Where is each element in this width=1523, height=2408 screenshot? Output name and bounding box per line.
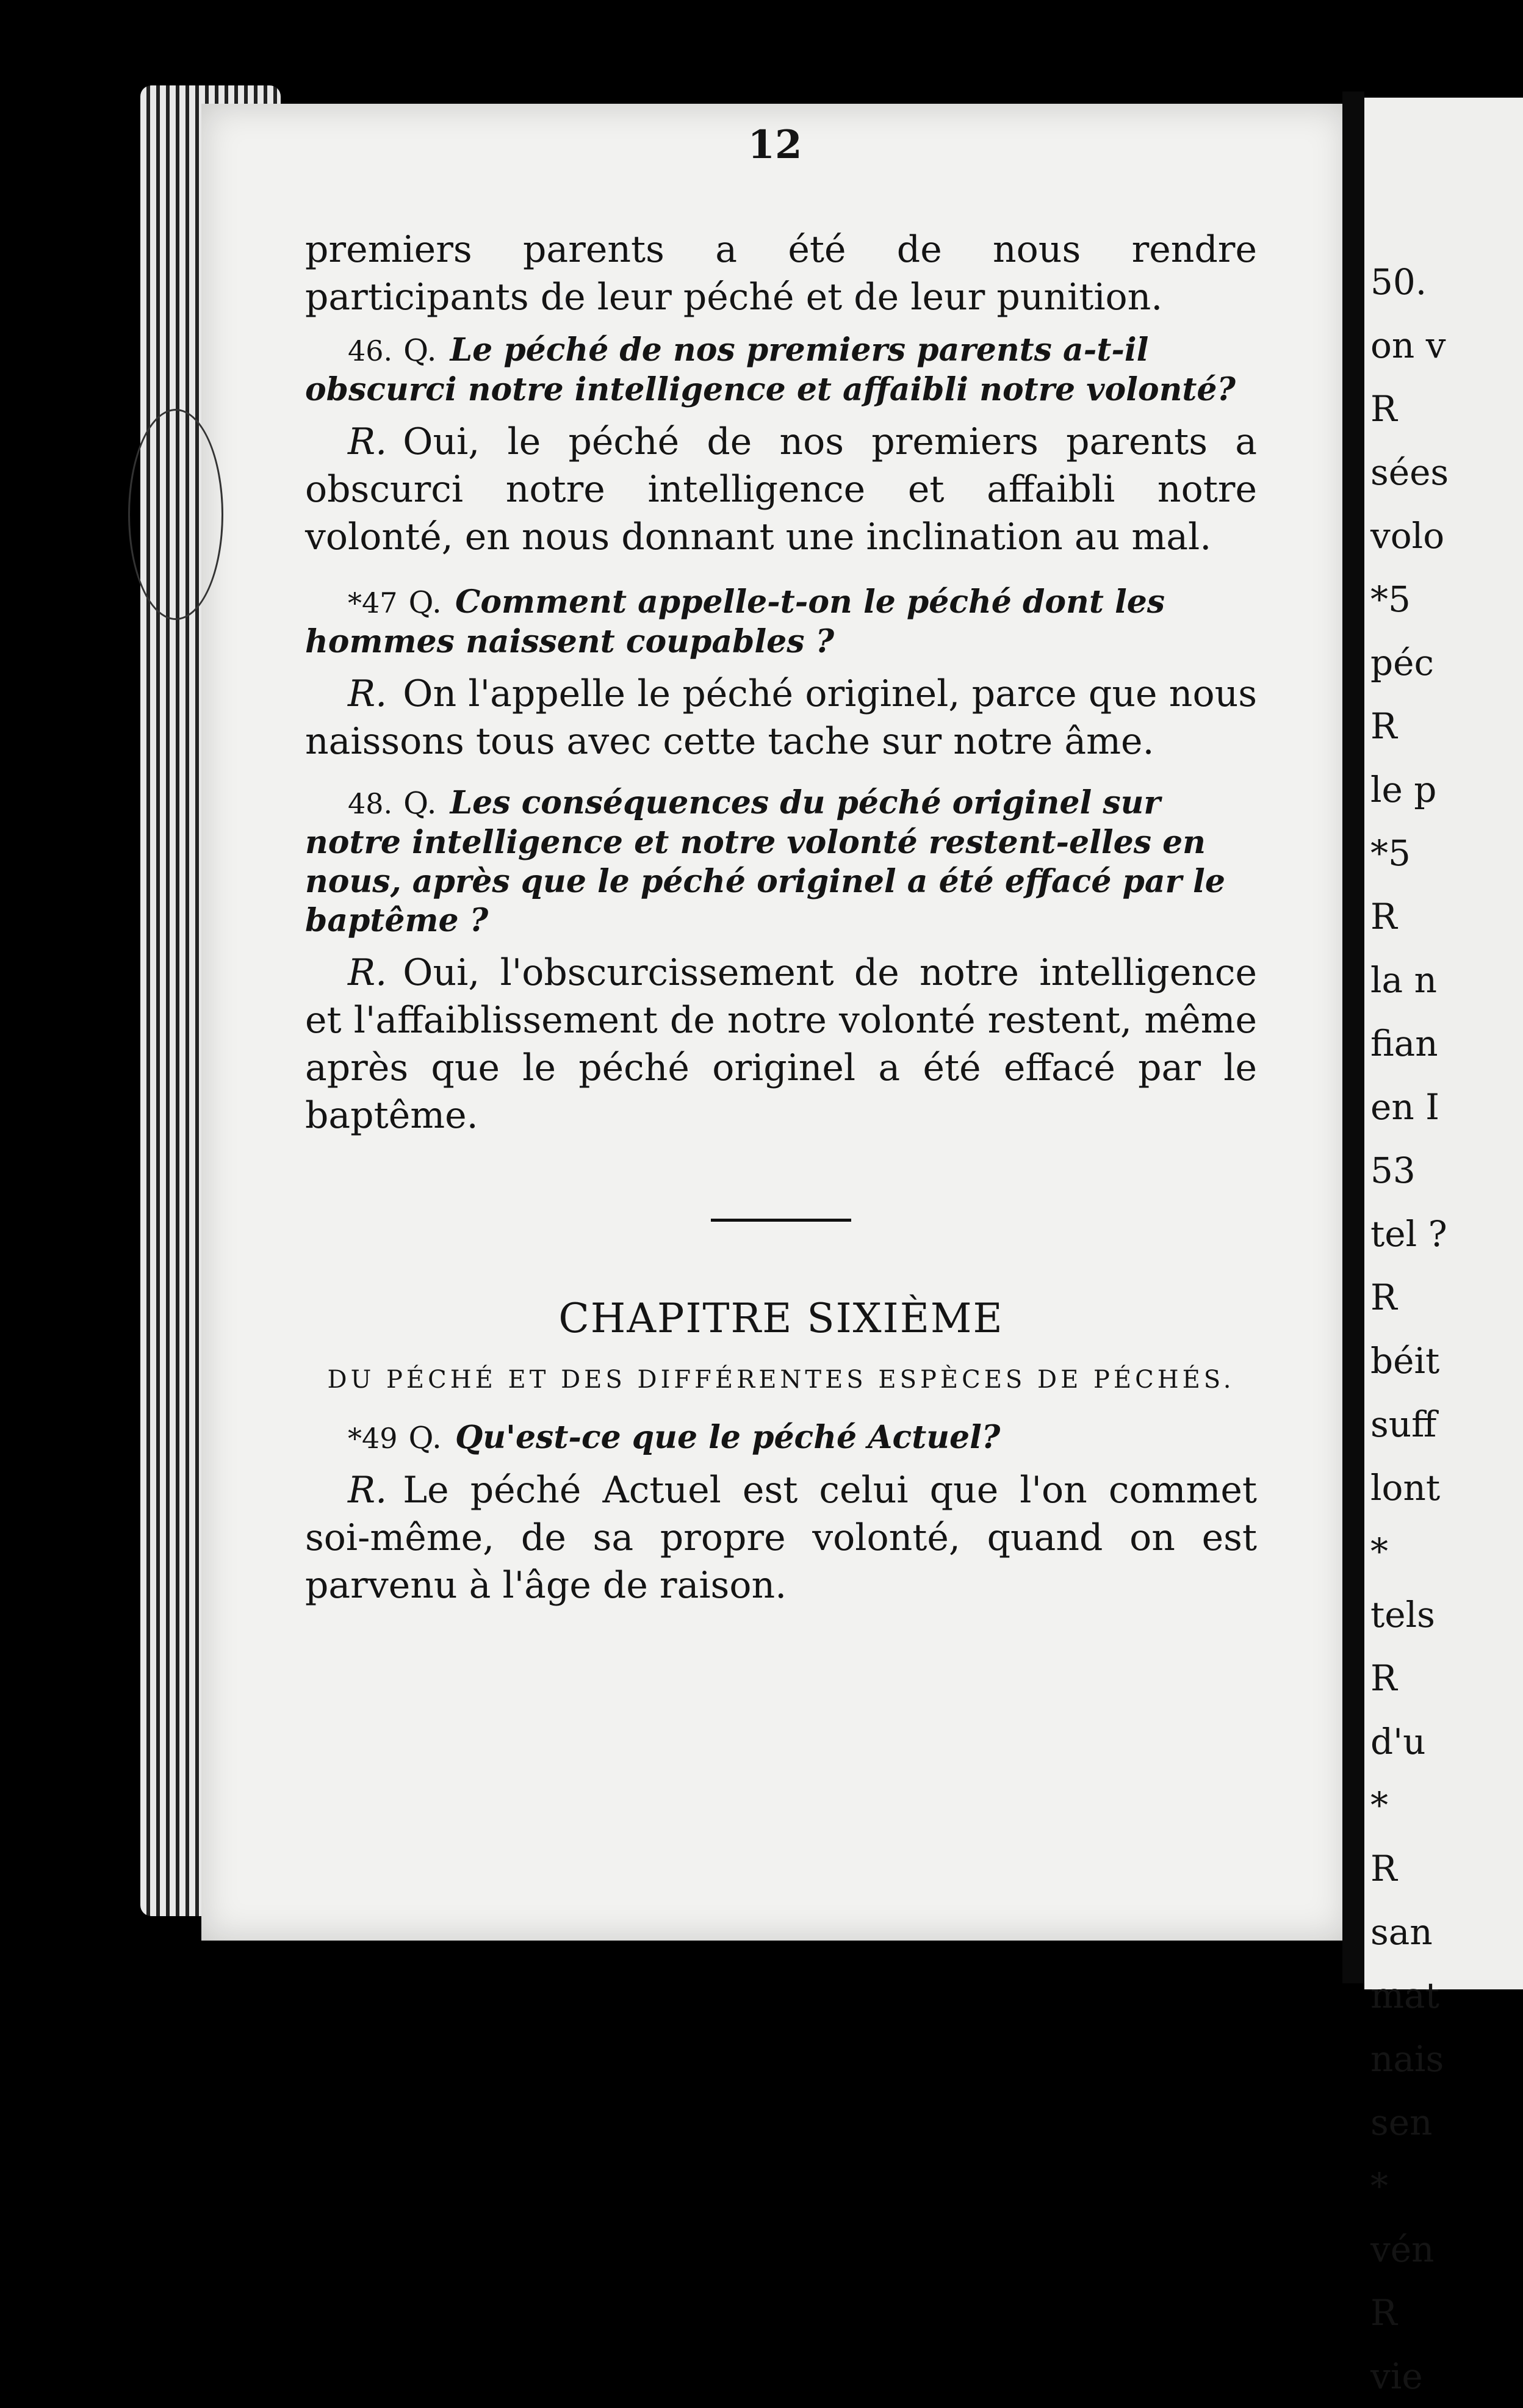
right-page-fragment: d'u <box>1370 1721 1426 1762</box>
left-page <box>201 104 1348 1941</box>
right-page-fragment: le p <box>1370 769 1437 810</box>
right-page-fragment: vie <box>1370 2356 1423 2397</box>
right-page-fragment: R <box>1370 1277 1397 1318</box>
right-page-fragment: R <box>1370 705 1397 747</box>
right-page-fragment: * <box>1370 1530 1388 1572</box>
q-label: Q. <box>403 785 437 821</box>
right-page-fragment: * <box>1370 2165 1388 2207</box>
right-page-fragment: lont <box>1370 1467 1441 1509</box>
right-page-fragment: R <box>1370 388 1397 430</box>
page-number: 12 <box>747 122 802 168</box>
answer-text: Le péché Actuel est celui que l'on commet soi-même, de sa propre volonté, quand on est parvenu à l'âge de raison. <box>305 1469 1257 1607</box>
right-page-fragment: 50. <box>1370 261 1427 303</box>
answer-text: Oui, l'obscurcissement de notre intelligence et l'affaiblissement de notre volonté restent, même après que le péché originel a été effacé par le baptême. <box>305 951 1257 1137</box>
chapter-subtitle: DU PÉCHÉ ET DES DIFFÉRENTES ESPÈCES DE PÉCHÉS. <box>327 1366 1235 1394</box>
right-page-fragment: volo <box>1370 515 1445 557</box>
right-page-fragment: san <box>1370 1911 1433 1953</box>
answer-text: Oui, le péché de nos premiers parents a obscurci notre intelligence et affaibli notre volonté, en nous donnant une inclination au mal. <box>305 420 1257 558</box>
right-page-fragment: tels <box>1370 1594 1435 1635</box>
question-49 <box>305 1418 1257 1458</box>
question-number: 46. <box>348 334 393 367</box>
right-page-fragment: R <box>1370 2292 1397 2334</box>
question-text: Le péché de nos premiers parents a-t-il obscurci notre intelligence et affaibli notre volonté? <box>305 331 1236 408</box>
question-text: Qu'est-ce que le péché Actuel? <box>455 1419 1001 1456</box>
right-page-fragment: sen <box>1370 2102 1433 2143</box>
question-46 <box>305 331 1257 409</box>
chapter-title: CHAPITRE SIXIÈME <box>558 1295 1004 1342</box>
question-number: *47 <box>348 586 398 619</box>
answer-47 <box>305 670 1257 765</box>
q-label: Q. <box>408 585 442 620</box>
r-label: R. <box>348 420 387 463</box>
question-48 <box>305 784 1257 940</box>
right-page-fragment: béit <box>1370 1340 1440 1382</box>
right-page-fragment: 53 <box>1370 1150 1416 1191</box>
question-number: *49 <box>348 1422 398 1455</box>
right-page-fragment: péc <box>1370 642 1434 683</box>
right-page-fragment: tel ? <box>1370 1213 1447 1255</box>
right-page-fragment: vén <box>1370 2229 1435 2270</box>
right-page-fragment: R <box>1370 896 1397 937</box>
q-label: Q. <box>408 1420 442 1455</box>
question-47 <box>305 583 1257 661</box>
right-page-fragment: mat <box>1370 1975 1439 2016</box>
right-page-fragment: suff <box>1370 1404 1437 1445</box>
right-page-fragment: *5 <box>1370 832 1411 874</box>
right-page-edge <box>1364 98 1523 2397</box>
right-page-fragments <box>1370 250 1449 2408</box>
right-page-fragment: la n <box>1370 959 1437 1001</box>
answer-46 <box>305 418 1257 561</box>
right-page-fragment: sées <box>1370 452 1449 493</box>
right-page-fragment: en I <box>1370 1086 1440 1128</box>
right-page-fragment: * <box>1370 1784 1388 1826</box>
continuation-paragraph: premiers parents a été de nous rendre participants de leur péché et de leur punition. <box>305 228 1257 319</box>
right-page-fragment: nais <box>1370 2038 1444 2080</box>
question-text: Les conséquences du péché originel sur notre intelligence et notre volonté restent-elles en nous, après que le péché originel a été effacé par le baptême ? <box>305 784 1225 939</box>
page-body <box>305 226 1257 1619</box>
question-number: 48. <box>348 787 393 820</box>
section-divider <box>711 1219 851 1222</box>
r-label: R. <box>348 1469 387 1512</box>
book-gutter <box>1342 92 1364 1983</box>
right-page-fragment: R <box>1370 1657 1397 1699</box>
right-page-fragment: *5 <box>1370 579 1411 620</box>
answer-49 <box>305 1466 1257 1609</box>
right-page-fragment: R <box>1370 1848 1397 1889</box>
question-text: Comment appelle-t-on le péché dont les hommes naissent coupables ? <box>305 583 1165 660</box>
r-label: R. <box>348 951 387 994</box>
answer-text: On l'appelle le péché originel, parce que nous naissons tous avec cette tache sur notre âme. <box>305 672 1257 763</box>
q-label: Q. <box>403 333 437 368</box>
right-page-fragment: on v <box>1370 325 1446 366</box>
r-label: R. <box>348 672 387 715</box>
right-page-fragment: fian <box>1370 1023 1438 1064</box>
answer-48 <box>305 949 1257 1139</box>
pencil-mark-bracket <box>128 409 223 620</box>
